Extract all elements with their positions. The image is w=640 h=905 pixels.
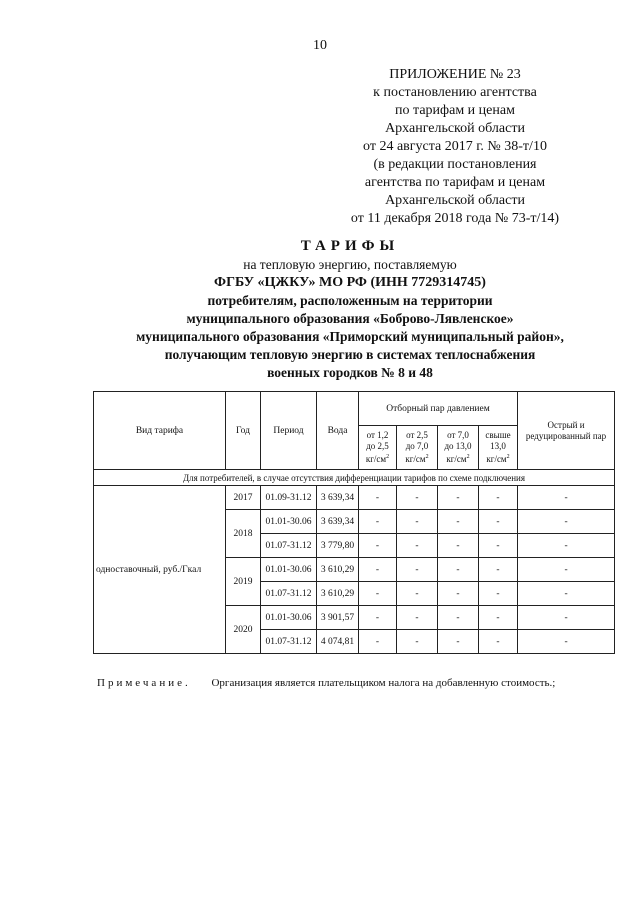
period-cell: 01.09-31.12 bbox=[261, 486, 317, 510]
period-cell: 01.01-30.06 bbox=[261, 606, 317, 630]
footnote-text: Организация является плательщиком налога на добавленную стоимость.; bbox=[211, 677, 556, 689]
section-label: Для потребителей, в случае отсутствия дифференциации тарифов по схеме подключения bbox=[94, 470, 615, 486]
header-period: Период bbox=[261, 392, 317, 470]
sharp-steam-cell: - bbox=[518, 582, 615, 606]
appendix-line: к постановлению агентства bbox=[373, 85, 537, 100]
sharp-steam-cell: - bbox=[518, 534, 615, 558]
water-cell: 3 639,34 bbox=[317, 510, 359, 534]
title-organization: ФГБУ «ЦЖКУ» МО РФ (ИНН 7729314745) bbox=[214, 275, 486, 290]
appendix-line: Архангельской области bbox=[385, 193, 525, 208]
steam-cell: - bbox=[438, 534, 479, 558]
steam-cell: - bbox=[397, 534, 438, 558]
year-cell: 2017 bbox=[226, 486, 261, 510]
steam-cell: - bbox=[438, 606, 479, 630]
page-number: 10 bbox=[313, 38, 327, 53]
period-cell: 01.07-31.12 bbox=[261, 630, 317, 654]
steam-cell: - bbox=[479, 558, 518, 582]
steam-cell: - bbox=[438, 510, 479, 534]
header-steam-group: Отборный пар давлением bbox=[359, 392, 518, 426]
table-header-row bbox=[94, 392, 615, 426]
steam-cell: - bbox=[479, 582, 518, 606]
appendix-line: от 11 декабря 2018 года № 73-т/14) bbox=[350, 211, 560, 226]
steam-cell: - bbox=[397, 582, 438, 606]
steam-cell: - bbox=[479, 630, 518, 654]
steam-cell: - bbox=[479, 534, 518, 558]
water-cell: 3 610,29 bbox=[317, 558, 359, 582]
appendix-line: ПРИЛОЖЕНИЕ № 23 bbox=[389, 67, 521, 82]
steam-cell: - bbox=[359, 630, 397, 654]
year-cell: 2020 bbox=[226, 606, 261, 654]
steam-cell: - bbox=[359, 510, 397, 534]
period-cell: 01.01-30.06 bbox=[261, 510, 317, 534]
steam-cell: - bbox=[359, 606, 397, 630]
steam-cell: - bbox=[397, 510, 438, 534]
period-cell: 01.01-30.06 bbox=[261, 558, 317, 582]
header-water: Вода bbox=[317, 392, 359, 470]
header-year: Год bbox=[226, 392, 261, 470]
title-main: ТАРИФЫ bbox=[300, 238, 400, 254]
period-cell: 01.07-31.12 bbox=[261, 582, 317, 606]
water-cell: 4 074,81 bbox=[317, 630, 359, 654]
sharp-steam-cell: - bbox=[518, 606, 615, 630]
appendix-line: (в редакции постановления bbox=[373, 157, 537, 172]
steam-cell: - bbox=[359, 486, 397, 510]
water-cell: 3 901,57 bbox=[317, 606, 359, 630]
title-line: муниципального образования «Приморский муниципальный район», bbox=[136, 329, 564, 344]
header-steam-1: от 1,2 до 2,5 $кг/см^2$ bbox=[359, 426, 397, 470]
steam-cell: - bbox=[438, 558, 479, 582]
header-steam-2: от 2,5 до 7,0 $кг/см^2$ bbox=[397, 426, 438, 470]
sharp-steam-cell: - bbox=[518, 558, 615, 582]
steam-cell: - bbox=[397, 558, 438, 582]
steam-cell: - bbox=[359, 534, 397, 558]
sharp-steam-cell: - bbox=[518, 486, 615, 510]
title-line: потребителям, расположенным на территории bbox=[207, 293, 493, 308]
tariff-name: одноставочный, руб./Гкал bbox=[94, 486, 226, 654]
footnote-label: Примечание. bbox=[97, 677, 191, 689]
title-line: муниципального образования «Боброво-Лявленское» bbox=[186, 311, 514, 326]
header-tariff-type: Вид тарифа bbox=[94, 392, 226, 470]
steam-cell: - bbox=[479, 510, 518, 534]
water-cell: 3 610,29 bbox=[317, 582, 359, 606]
steam-cell: - bbox=[397, 486, 438, 510]
steam-cell: - bbox=[438, 582, 479, 606]
appendix-line: по тарифам и ценам bbox=[395, 103, 515, 118]
header-steam-4: свыше 13,0 $кг/см^2$ bbox=[479, 426, 518, 470]
header-steam-3: от 7,0 до 13,0 $кг/см^2$ bbox=[438, 426, 479, 470]
tariff-table bbox=[93, 391, 615, 654]
title-line: получающим тепловую энергию в системах теплоснабжения bbox=[164, 347, 536, 362]
steam-cell: - bbox=[479, 606, 518, 630]
steam-cell: - bbox=[438, 630, 479, 654]
appendix-line: Архангельской области bbox=[385, 121, 525, 136]
table-row bbox=[94, 486, 615, 510]
sharp-steam-cell: - bbox=[518, 510, 615, 534]
title-line: на тепловую энергию, поставляемую bbox=[243, 257, 457, 272]
sharp-steam-cell: - bbox=[518, 630, 615, 654]
year-cell: 2018 bbox=[226, 510, 261, 558]
water-cell: 3 779,80 bbox=[317, 534, 359, 558]
document-title bbox=[70, 237, 630, 382]
steam-cell: - bbox=[479, 486, 518, 510]
header-sharp-steam: Острый и редуцированный пар bbox=[518, 392, 615, 470]
steam-cell: - bbox=[397, 630, 438, 654]
steam-cell: - bbox=[359, 582, 397, 606]
steam-cell: - bbox=[397, 606, 438, 630]
water-cell: 3 639,34 bbox=[317, 486, 359, 510]
section-row bbox=[94, 470, 615, 486]
period-cell: 01.07-31.12 bbox=[261, 534, 317, 558]
footnote bbox=[97, 677, 555, 689]
appendix-line: агентства по тарифам и ценам bbox=[364, 175, 546, 190]
appendix-line: от 24 августа 2017 г. № 38-т/10 bbox=[363, 139, 547, 154]
steam-cell: - bbox=[359, 558, 397, 582]
steam-cell: - bbox=[438, 486, 479, 510]
year-cell: 2019 bbox=[226, 558, 261, 606]
title-line: военных городков № 8 и 48 bbox=[267, 365, 433, 380]
appendix-header bbox=[330, 66, 580, 228]
